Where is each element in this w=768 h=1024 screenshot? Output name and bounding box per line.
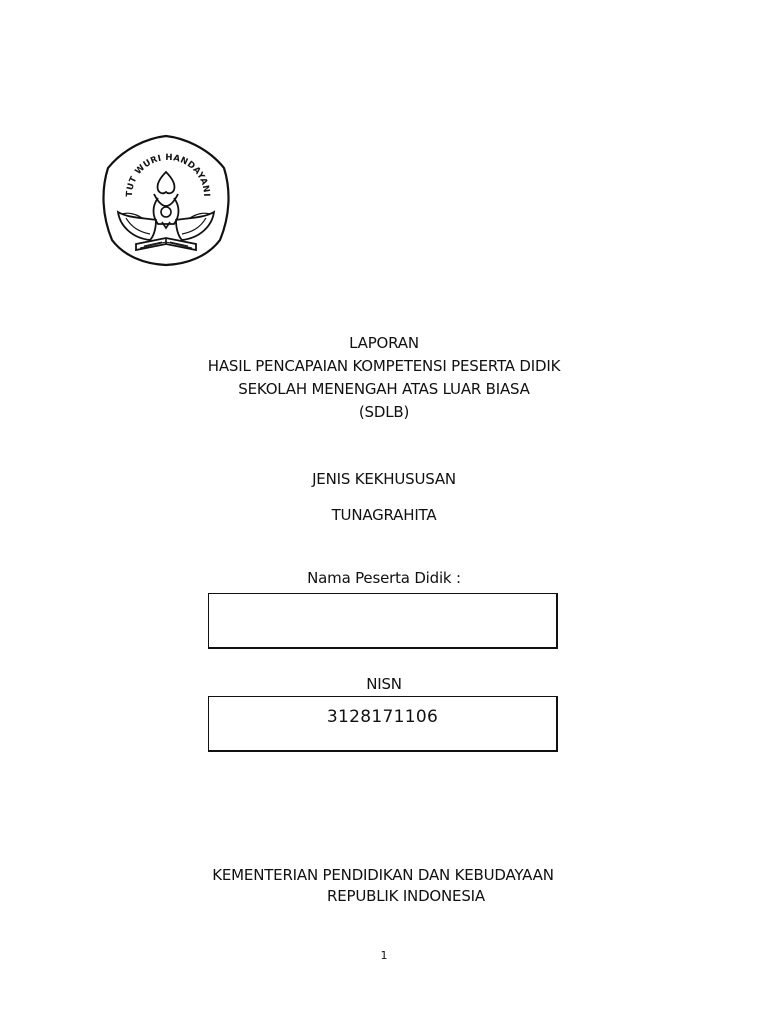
specialty-value: TUNAGRAHITA xyxy=(331,506,437,524)
report-title: LAPORAN xyxy=(349,334,419,352)
school-level: SEKOLAH MENENGAH ATAS LUAR BIASA xyxy=(238,380,530,398)
report-subtitle: HASIL PENCAPAIAN KOMPETENSI PESERTA DIDIK xyxy=(207,357,561,375)
tut-wuri-handayani-emblem-icon xyxy=(98,132,234,268)
svg-text:TUT WURI HANDAYANI: TUT WURI HANDAYANI xyxy=(124,152,212,198)
student-name-label: Nama Peserta Didik : xyxy=(307,569,461,587)
republic-name: REPUBLIK INDONESIA xyxy=(327,887,485,905)
nisn-box xyxy=(208,696,558,752)
ministry-name: KEMENTERIAN PENDIDIKAN DAN KEBUDAYAAN xyxy=(212,866,554,884)
student-name-box xyxy=(208,593,558,649)
specialty-label: JENIS KEKHUSUSAN xyxy=(312,470,456,488)
school-abbreviation: (SDLB) xyxy=(358,403,410,421)
nisn-value: 3128171106 xyxy=(326,707,439,727)
page-number: 1 xyxy=(380,949,388,962)
nisn-label: NISN xyxy=(366,675,402,693)
